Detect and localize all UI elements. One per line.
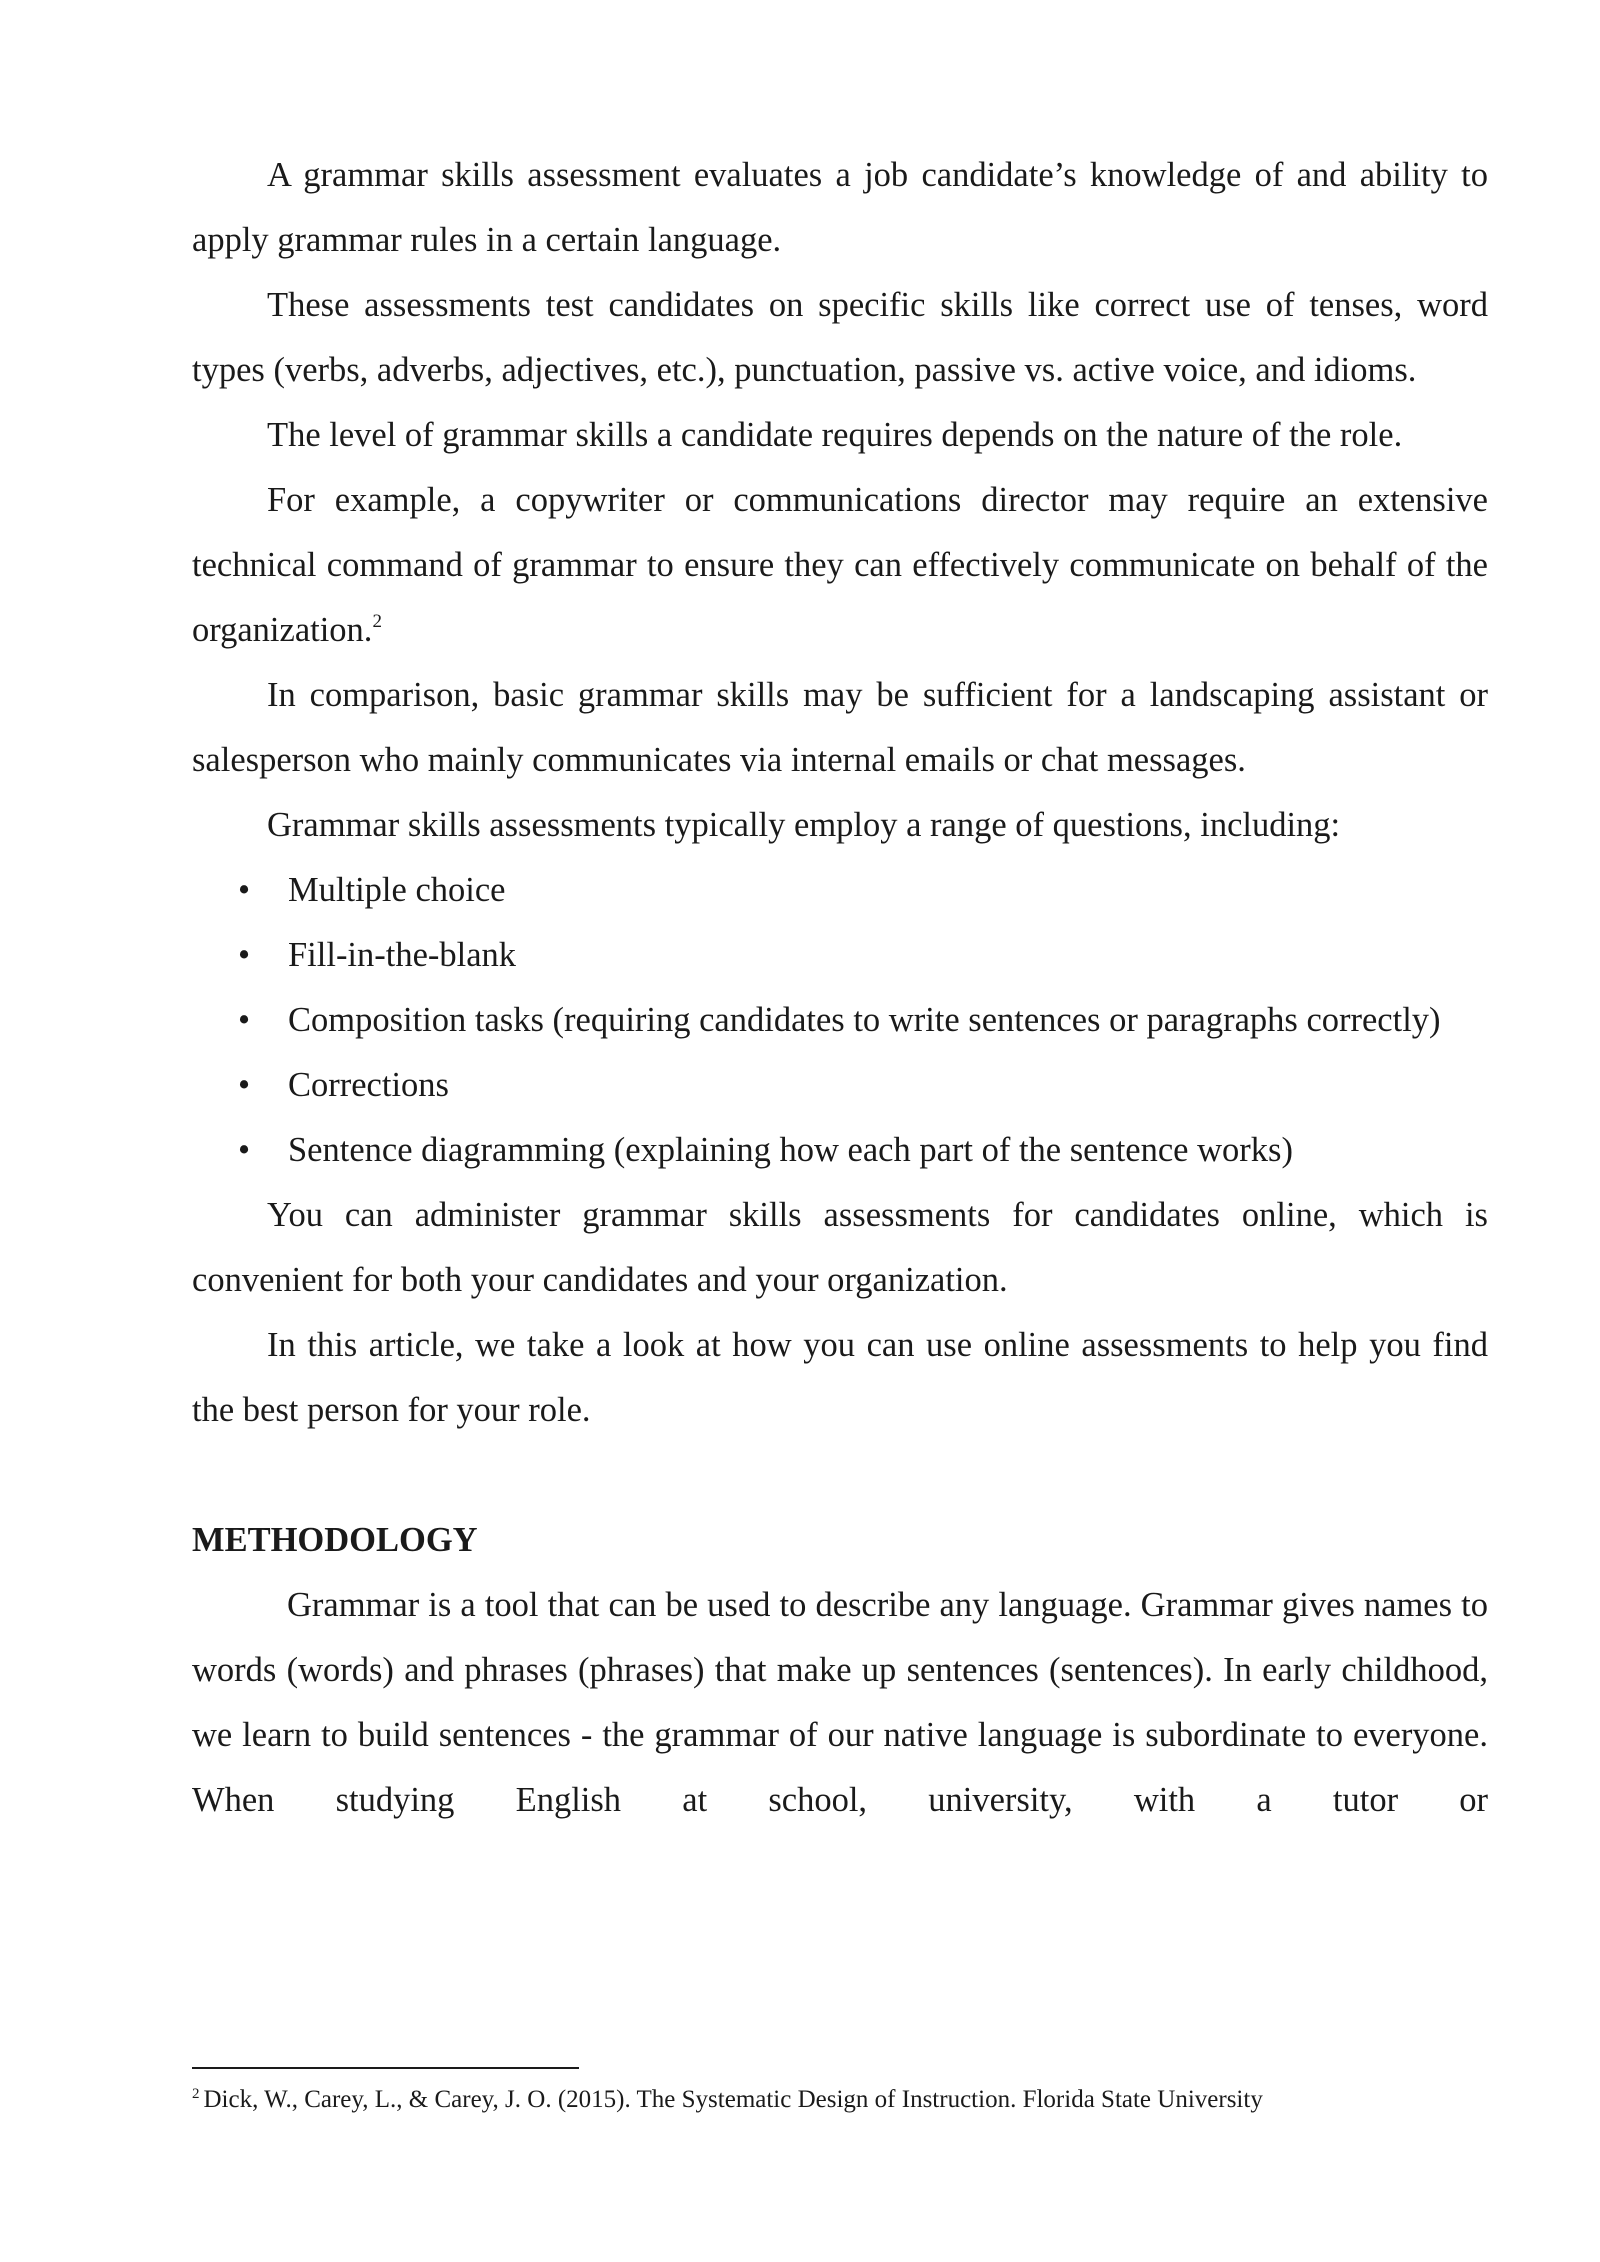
list-item: [192, 988, 1488, 1053]
bullet-icon: •: [237, 1131, 251, 1169]
list-item-text: Sentence diagramming (explaining how each part of the sentence works): [288, 1131, 1293, 1169]
paragraph: The level of grammar skills a candidate requires depends on the nature of the role.: [267, 416, 1403, 454]
footnote: [192, 2082, 1492, 2118]
footnote-reference[interactable]: 2: [372, 610, 382, 632]
paragraph: In this article, we take a look at how you can use online assessments to help you find the best person for your role.: [192, 1326, 1488, 1429]
list-item: [192, 1053, 1488, 1118]
list-item-text: Composition tasks (requiring candidates to write sentences or paragraphs correctly): [288, 1001, 1441, 1039]
section-heading: METHODOLOGY: [192, 1521, 478, 1559]
list-item: [192, 923, 1488, 988]
list-item-text: Multiple choice: [288, 871, 506, 909]
paragraph-with-footnote: [192, 468, 1488, 663]
paragraph: Grammar is a tool that can be used to describe any language. Grammar gives names to words (words) and phrases (phrases) that make up sentences (sentences). In early childhood, we learn to build sentences - the grammar of our native language is subordinate to everyone. When studying English at school, university, with a tutor or: [192, 1586, 1488, 1819]
list-item: [192, 858, 1488, 923]
body-text: [192, 143, 1488, 1833]
footnote-text: Dick, W., Carey, L., & Carey, J. O. (2015). The Systematic Design of Instruction. Florida State University: [203, 2086, 1263, 2113]
list-item-text: Fill-in-the-blank: [288, 936, 517, 974]
paragraph: In comparison, basic grammar skills may be sufficient for a landscaping assistant or salesperson who mainly communicates via internal emails or chat messages.: [192, 676, 1488, 779]
paragraph: A grammar skills assessment evaluates a job candidate’s knowledge of and ability to apply grammar rules in a certain language.: [192, 156, 1488, 259]
bullet-icon: •: [237, 1001, 251, 1039]
bullet-icon: •: [237, 1066, 251, 1104]
question-types-list: [192, 858, 1488, 1183]
list-item-text: Corrections: [288, 1066, 449, 1104]
list-item: [192, 1118, 1488, 1183]
bullet-icon: •: [237, 936, 251, 974]
bullet-icon: •: [237, 871, 251, 909]
footnote-number: 2: [192, 2085, 200, 2102]
paragraph: Grammar skills assessments typically employ a range of questions, including:: [267, 806, 1341, 844]
paragraph-text: For example, a copywriter or communications director may require an extensive technical command of grammar to ensure they can effectively communicate on behalf of the organization.: [192, 481, 1488, 649]
footnote-divider: [192, 2067, 579, 2069]
paragraph: These assessments test candidates on specific skills like correct use of tenses, word types (verbs, adverbs, adjectives, etc.), punctuation, passive vs. active voice, and idioms.: [192, 286, 1488, 389]
paragraph: You can administer grammar skills assessments for candidates online, which is convenient for both your candidates and your organization.: [192, 1196, 1488, 1299]
